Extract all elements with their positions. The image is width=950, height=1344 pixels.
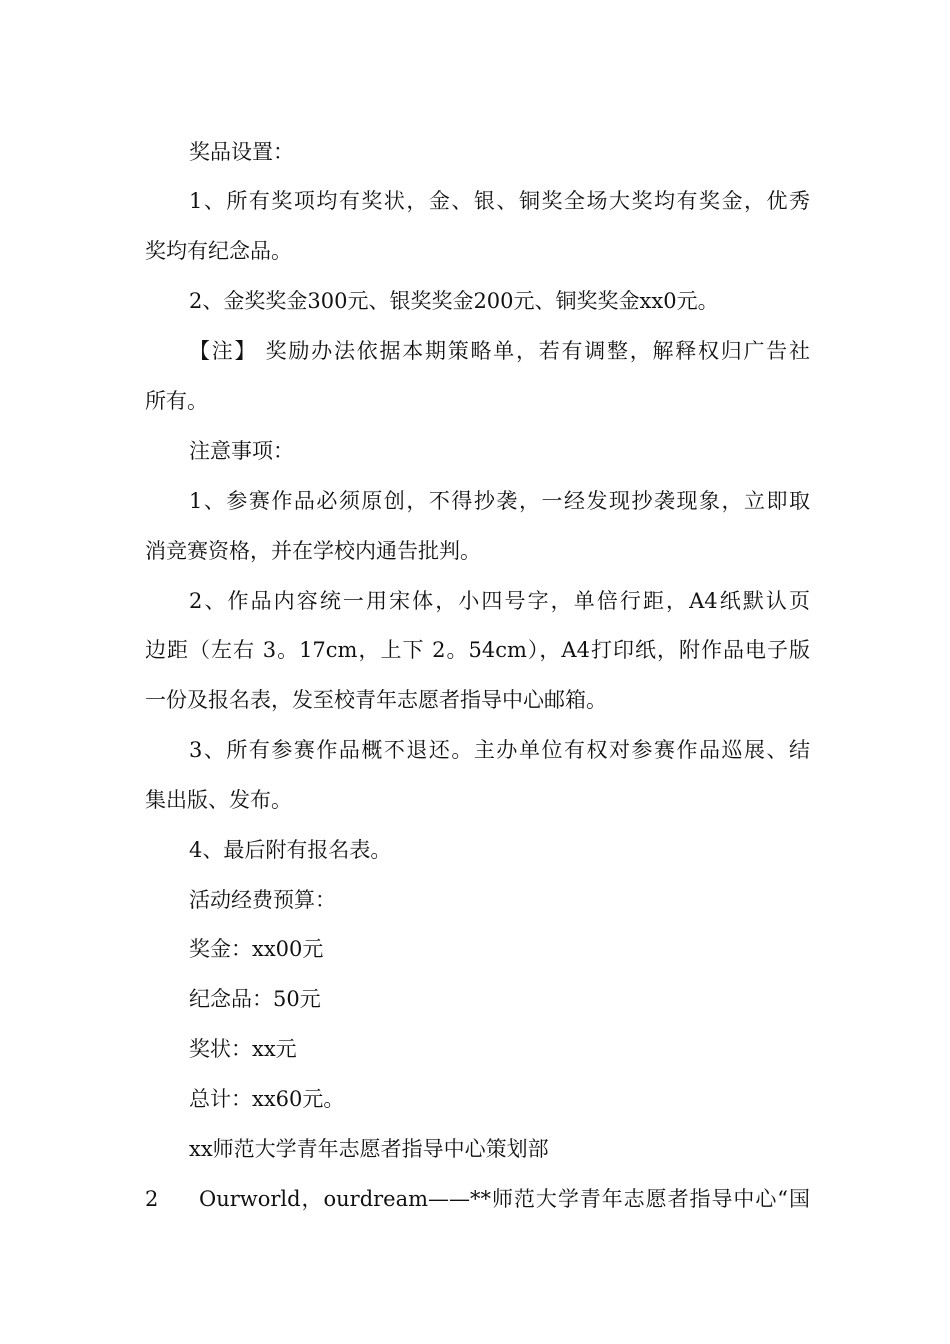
prize-item-1-line-1: 1、所有奖项均有奖状，金、银、铜奖全场大奖均有奖金，优秀 [189, 189, 810, 213]
budget-total: 总计：xx60元。 [189, 1087, 345, 1111]
budget-heading: 活动经费预算： [189, 888, 336, 912]
prize-item-1-line-2: 奖均有纪念品。 [145, 239, 292, 263]
next-title-line: Ourworld，ourdream——**师范大学青年志愿者指导中心“国 [199, 1187, 810, 1211]
budget-souvenirs: 纪念品：50元 [189, 987, 321, 1011]
organizer-signature: xx师范大学青年志愿者指导中心策划部 [189, 1137, 549, 1161]
budget-certificates: 奖状：xx元 [189, 1037, 297, 1061]
notice-item-3-line-2: 集出版、发布。 [145, 788, 292, 812]
notice-item-4: 4、最后附有报名表。 [189, 838, 392, 862]
page-number: 2 [145, 1187, 159, 1211]
budget-prize-money: 奖金：xx00元 [189, 937, 324, 961]
notice-item-1-line-1: 1、参赛作品必须原创，不得抄袭，一经发现抄袭现象，立即取 [189, 489, 810, 513]
prize-item-2: 2、金奖奖金300元、银奖奖金200元、铜奖奖金xx0元。 [189, 289, 719, 313]
notice-item-2-line-1: 2、作品内容统一用宋体，小四号字，单倍行距，A4纸默认页 [189, 589, 810, 613]
notice-item-3-line-1: 3、所有参赛作品概不退还。主办单位有权对参赛作品巡展、结 [189, 738, 810, 762]
prize-note-line-2: 所有。 [145, 389, 208, 413]
prize-note-line-1: 【注】 奖励办法依据本期策略单，若有调整，解释权归广告社 [189, 339, 810, 363]
notice-item-2-line-2: 边距（左右 3。17cm，上下 2。54cm），A4打印纸，附作品电子版 [145, 638, 810, 662]
notice-item-1-line-2: 消竞赛资格，并在学校内通告批判。 [145, 539, 481, 563]
prize-settings-heading: 奖品设置： [189, 140, 294, 164]
notice-item-2-line-3: 一份及报名表，发至校青年志愿者指导中心邮箱。 [145, 688, 607, 712]
notice-heading: 注意事项： [189, 439, 294, 463]
